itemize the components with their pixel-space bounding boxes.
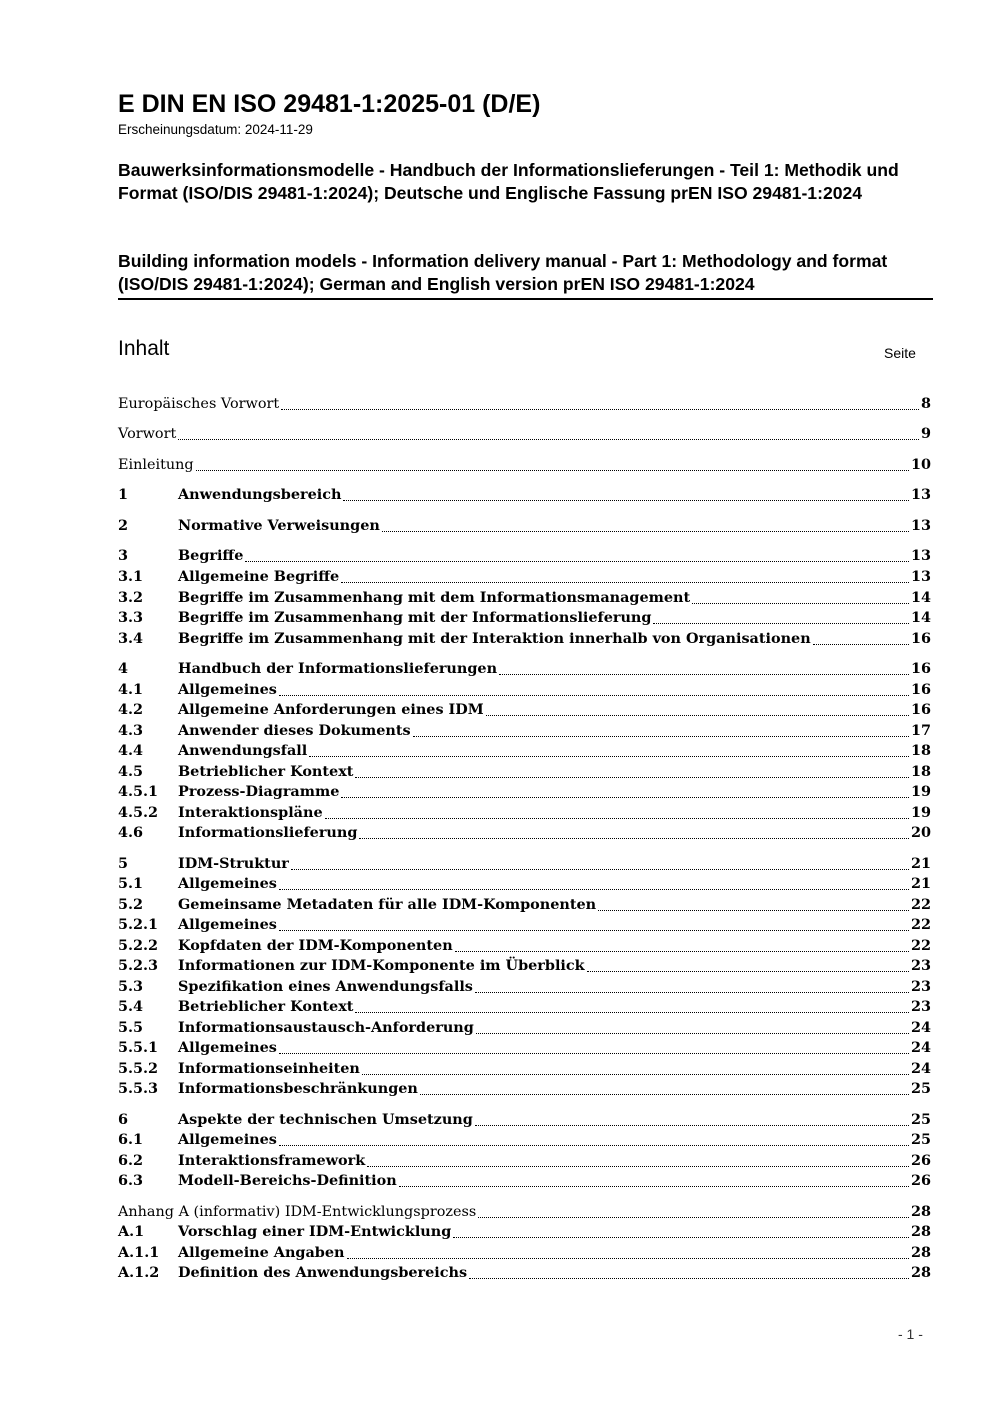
toc-entry-title: Anwendungsfall — [178, 742, 308, 759]
toc-entry-page: 16 — [910, 681, 931, 698]
toc-entry-page: 25 — [910, 1111, 931, 1128]
toc-entry-number: 5 — [118, 855, 129, 872]
toc-entry-page: 28 — [910, 1244, 931, 1261]
toc-entry-page: 14 — [910, 589, 931, 606]
toc-dot-leader — [469, 1277, 909, 1279]
toc-entry-number: 5.5.1 — [118, 1039, 159, 1056]
toc-dot-leader — [475, 1124, 909, 1126]
toc-entry-number: 5.2 — [118, 896, 144, 913]
toc-dot-leader — [475, 991, 909, 993]
toc-entry[interactable] — [118, 1080, 931, 1100]
toc-entry-number: 2 — [118, 517, 129, 534]
toc-entry-number: A.1 — [118, 1223, 145, 1240]
toc-entry[interactable] — [118, 1152, 931, 1172]
toc-entry-page: 13 — [910, 486, 931, 503]
toc-entry-page: 21 — [910, 875, 931, 892]
toc-entry-number: 1 — [118, 486, 129, 503]
toc-dot-leader — [399, 1185, 909, 1187]
toc-dot-leader — [279, 1052, 909, 1054]
toc-entry-number: 5.3 — [118, 978, 144, 995]
toc-entry-title: Betrieblicher Kontext — [178, 998, 354, 1015]
toc-entry-page: 24 — [910, 1039, 931, 1056]
toc-entry-number: 5.2.3 — [118, 957, 159, 974]
toc-entry-title: Allgemeines — [178, 681, 277, 698]
toc-dot-leader — [325, 817, 909, 819]
toc-entry[interactable] — [118, 875, 931, 895]
page-number: - 1 - — [898, 1326, 923, 1342]
toc-entry-page: 13 — [910, 517, 931, 534]
toc-dot-leader — [587, 970, 909, 972]
toc-entry-page: 23 — [910, 978, 931, 995]
toc-entry[interactable] — [118, 1060, 931, 1080]
toc-entry-page: 18 — [910, 763, 931, 780]
toc-entry[interactable] — [118, 722, 931, 742]
toc-entry[interactable] — [118, 855, 931, 875]
toc-entry[interactable] — [118, 1019, 931, 1039]
toc-entry-page: 28 — [910, 1203, 931, 1220]
toc-dot-leader — [343, 499, 909, 501]
toc-heading: Inhalt — [118, 337, 170, 360]
toc-entry-page: 22 — [910, 937, 931, 954]
toc-entry-title: Allgemeines — [178, 875, 277, 892]
toc-entry-number: 4.5.2 — [118, 804, 159, 821]
toc-entry-title: Normative Verweisungen — [178, 517, 380, 534]
toc-entry[interactable] — [118, 783, 931, 803]
toc-entry-page: 25 — [910, 1080, 931, 1097]
toc-dot-leader — [362, 1073, 909, 1075]
toc-entry-title: Informationen zur IDM-Komponente im Überblick — [178, 957, 585, 974]
toc-entry-number: 6.2 — [118, 1152, 144, 1169]
toc-entry-title: Allgemeines — [178, 916, 277, 933]
toc-entry-number: 6.1 — [118, 1131, 144, 1148]
toc-entry[interactable] — [118, 701, 931, 721]
toc-entry-title: Prozess-Diagramme — [178, 783, 340, 800]
toc-dot-leader — [355, 776, 909, 778]
toc-entry-number: 4.5 — [118, 763, 144, 780]
toc-dot-leader — [309, 755, 909, 757]
toc-entry[interactable] — [118, 486, 931, 506]
toc-entry-page: 13 — [910, 568, 931, 585]
toc-entry-title: Informationslieferung — [178, 824, 358, 841]
toc-entry-number: 5.5 — [118, 1019, 144, 1036]
toc-entry-title: Begriffe im Zusammenhang mit der Interaktion innerhalb von Organisationen — [178, 630, 811, 647]
toc-entry-page: 23 — [910, 998, 931, 1015]
toc-entry-number: 5.1 — [118, 875, 144, 892]
toc-entry-title: Allgemeines — [178, 1131, 277, 1148]
toc-entry[interactable] — [118, 742, 931, 762]
toc-entry-page: 13 — [910, 547, 931, 564]
toc-entry[interactable] — [118, 456, 931, 476]
toc-entry-page: 26 — [910, 1152, 931, 1169]
toc-entry-title: Begriffe im Zusammenhang mit dem Informationsmanagement — [178, 589, 691, 606]
toc-entry-number: 3.1 — [118, 568, 144, 585]
toc-entry-title: Handbuch der Informationslieferungen — [178, 660, 498, 677]
toc-entry-number: 4.5.1 — [118, 783, 159, 800]
toc-dot-leader — [279, 888, 909, 890]
toc-entry-page: 16 — [910, 660, 931, 677]
toc-dot-leader — [499, 673, 909, 675]
toc-entry[interactable] — [118, 1264, 931, 1284]
toc-dot-leader — [341, 796, 909, 798]
toc-entry[interactable] — [118, 517, 931, 537]
toc-entry-number: 5.2.1 — [118, 916, 159, 933]
toc-entry-number: 4.2 — [118, 701, 144, 718]
toc-dot-leader — [367, 1165, 909, 1167]
publication-date: Erscheinungsdatum: 2024-11-29 — [118, 122, 313, 137]
toc-entry[interactable] — [118, 998, 931, 1018]
toc-dot-leader — [413, 735, 909, 737]
toc-entry-number: 4.1 — [118, 681, 144, 698]
toc-entry[interactable] — [118, 1172, 931, 1192]
toc-entry[interactable] — [118, 589, 931, 609]
toc-dot-leader — [486, 714, 909, 716]
toc-dot-leader — [355, 1011, 909, 1013]
toc-entry-number: A.1.1 — [118, 1244, 160, 1261]
toc-entry-page: 19 — [910, 783, 931, 800]
toc-dot-leader — [279, 929, 909, 931]
title-german: Bauwerksinformationsmodelle - Handbuch der Informationslieferungen - Teil 1: Methodik und Format (ISO/DIS 29481-1:2024); Deutsche und Englische Fassung prEN ISO 29481-1:2024 — [118, 160, 899, 203]
toc-entry[interactable] — [118, 425, 931, 445]
toc-dot-leader — [382, 530, 909, 532]
document-id: E DIN EN ISO 29481-1:2025-01 (D/E) — [118, 90, 541, 118]
toc-entry-number: 3.2 — [118, 589, 144, 606]
toc-entry-page: 16 — [910, 701, 931, 718]
toc-entry[interactable] — [118, 395, 931, 415]
toc-dot-leader — [813, 643, 909, 645]
toc-entry-number: 5.4 — [118, 998, 144, 1015]
toc-entry[interactable] — [118, 1203, 931, 1223]
toc-entry-title: Aspekte der technischen Umsetzung — [178, 1111, 473, 1128]
toc-entry-page: 23 — [910, 957, 931, 974]
toc-dot-leader — [279, 694, 909, 696]
toc-dot-leader — [279, 1144, 909, 1146]
toc-entry-page: 14 — [910, 609, 931, 626]
toc-entry-title: Anhang A (informativ) IDM-Entwicklungsprozess — [118, 1204, 477, 1220]
toc-entry-page: 9 — [920, 425, 931, 442]
toc-entry-title: Anwender dieses Dokuments — [178, 722, 411, 739]
toc-entry-title: Allgemeine Anforderungen eines IDM — [178, 701, 484, 718]
toc-entry-page: 24 — [910, 1060, 931, 1077]
toc-entry[interactable] — [118, 957, 931, 977]
toc-entry-title: Kopfdaten der IDM-Komponenten — [178, 937, 453, 954]
toc-entry-title: Einleitung — [118, 457, 194, 473]
toc-entry[interactable] — [118, 804, 931, 824]
toc-entry[interactable] — [118, 763, 931, 783]
toc-dot-leader — [453, 1236, 909, 1238]
toc-entry-title: Definition des Anwendungsbereichs — [178, 1264, 468, 1281]
toc-entry-page: 28 — [910, 1264, 931, 1281]
toc-entry[interactable] — [118, 824, 931, 844]
toc-entry-number: 5.2.2 — [118, 937, 159, 954]
toc-entry[interactable] — [118, 547, 931, 567]
toc-entry-number: 6 — [118, 1111, 129, 1128]
toc-entry-title: Interaktionsframework — [178, 1152, 366, 1169]
toc-entry-page: 8 — [920, 395, 931, 412]
toc-entry[interactable] — [118, 1111, 931, 1131]
toc-entry-title: Informationseinheiten — [178, 1060, 360, 1077]
toc-entry-number: 3 — [118, 547, 129, 564]
toc-entry-title: Europäisches Vorwort — [118, 396, 280, 412]
toc-entry[interactable] — [118, 630, 931, 650]
toc-dot-leader — [341, 581, 909, 583]
toc-entry-title: Begriffe im Zusammenhang mit der Informationslieferung — [178, 609, 652, 626]
toc-entry-title: Betrieblicher Kontext — [178, 763, 354, 780]
toc-entry-page: 21 — [910, 855, 931, 872]
toc-entry-number: 5.5.2 — [118, 1060, 159, 1077]
toc-entry-title: Begriffe — [178, 547, 244, 564]
toc-entry[interactable] — [118, 937, 931, 957]
toc-entry-number: 6.3 — [118, 1172, 144, 1189]
toc-entry-number: 4.3 — [118, 722, 144, 739]
toc-dot-leader — [476, 1032, 909, 1034]
toc-entry-number: A.1.2 — [118, 1264, 160, 1281]
toc-entry-title: Gemeinsame Metadaten für alle IDM-Komponenten — [178, 896, 597, 913]
toc-entry[interactable] — [118, 1131, 931, 1151]
toc-entry-page: 22 — [910, 896, 931, 913]
toc-entry[interactable] — [118, 1223, 931, 1243]
toc-dot-leader — [420, 1093, 909, 1095]
toc-dot-leader — [598, 909, 909, 911]
toc-entry-number: 5.5.3 — [118, 1080, 159, 1097]
toc-dot-leader — [281, 408, 919, 410]
toc-entry-page: 20 — [910, 824, 931, 841]
toc-dot-leader — [291, 868, 909, 870]
toc-entry[interactable] — [118, 660, 931, 680]
toc-entry-page: 19 — [910, 804, 931, 821]
toc-dot-leader — [347, 1257, 909, 1259]
toc-entry-page: 24 — [910, 1019, 931, 1036]
toc-entry-title: Anwendungsbereich — [178, 486, 342, 503]
toc-entry-page: 10 — [910, 456, 931, 473]
toc-entry-page: 28 — [910, 1223, 931, 1240]
toc-entry-title: Allgemeines — [178, 1039, 277, 1056]
toc-entry[interactable] — [118, 681, 931, 701]
toc-entry-page: 16 — [910, 630, 931, 647]
toc-entry-title: Spezifikation eines Anwendungsfalls — [178, 978, 473, 995]
toc-dot-leader — [653, 622, 909, 624]
toc-entry-title: IDM-Struktur — [178, 855, 289, 872]
toc-entry[interactable] — [118, 1039, 931, 1059]
toc-entry-title: Informationsaustausch-Anforderung — [178, 1019, 474, 1036]
toc-entry-title: Modell-Bereichs-Definition — [178, 1172, 397, 1189]
toc-entry[interactable] — [118, 896, 931, 916]
title-english: Building information models - Information delivery manual - Part 1: Methodology and format (ISO/DIS 29481-1:2024); German and English version prEN ISO 29481-1:2024 — [118, 250, 933, 300]
toc-entry[interactable] — [118, 568, 931, 588]
toc-dot-leader — [692, 602, 909, 604]
toc-entry[interactable] — [118, 609, 931, 629]
toc-entry-number: 3.3 — [118, 609, 144, 626]
toc-entry-title: Allgemeine Angaben — [178, 1244, 345, 1261]
toc-entry-page: 26 — [910, 1172, 931, 1189]
toc-entry-page: 18 — [910, 742, 931, 759]
toc-entry[interactable] — [118, 978, 931, 998]
toc-entry[interactable] — [118, 1244, 931, 1264]
toc-dot-leader — [455, 950, 909, 952]
toc-entry-page: 17 — [910, 722, 931, 739]
toc-entry-number: 4.4 — [118, 742, 144, 759]
toc-entry-page: 25 — [910, 1131, 931, 1148]
toc-page-label: Seite — [884, 345, 916, 361]
toc-entry-title: Interaktionspläne — [178, 804, 323, 821]
toc-entry-title: Allgemeine Begriffe — [178, 568, 340, 585]
toc-entry-number: 4 — [118, 660, 129, 677]
toc-entry-title: Vorschlag einer IDM-Entwicklung — [178, 1223, 452, 1240]
toc-dot-leader — [245, 560, 909, 562]
toc-entry[interactable] — [118, 916, 931, 936]
toc-entry-title: Informationsbeschränkungen — [178, 1080, 418, 1097]
toc-entry-number: 3.4 — [118, 630, 144, 647]
toc-entry-number: 4.6 — [118, 824, 144, 841]
toc-entry-page: 22 — [910, 916, 931, 933]
toc-entry-title: Vorwort — [118, 426, 177, 442]
toc-dot-leader — [359, 837, 909, 839]
toc-dot-leader — [196, 469, 909, 471]
toc-dot-leader — [178, 438, 919, 440]
toc-dot-leader — [478, 1216, 909, 1218]
